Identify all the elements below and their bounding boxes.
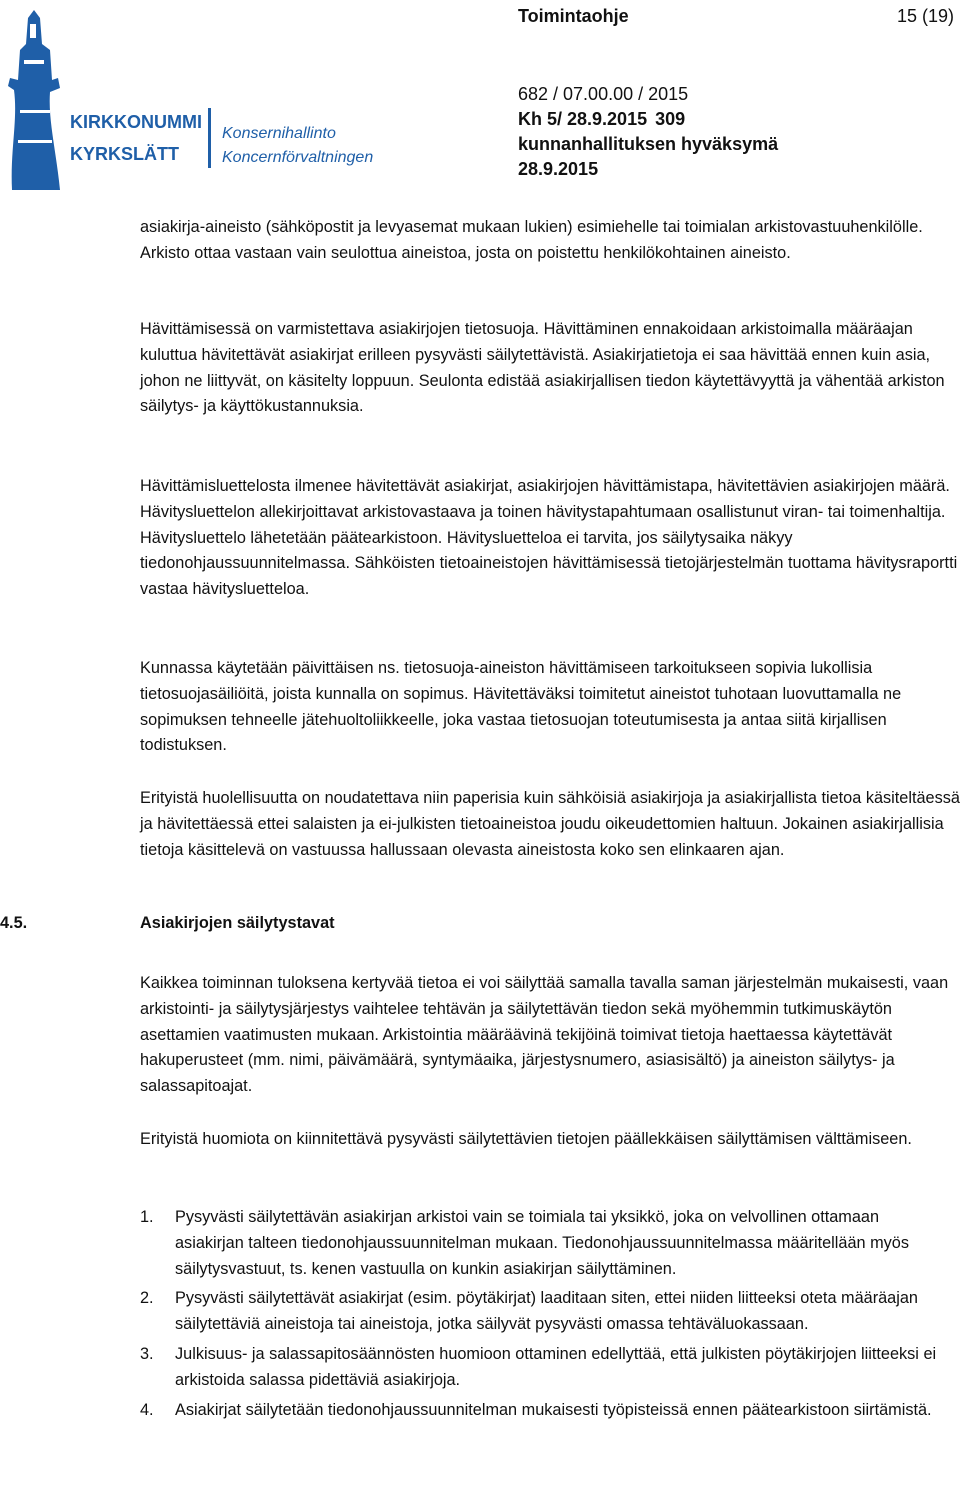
list-text: Asiakirjat säilytetään tiedonohjaussuunnitelman mukaisesti työpisteissä ennen päätearkistoon siirtämistä.	[175, 1400, 932, 1419]
header-title-row	[518, 6, 958, 32]
approval-date: 28.9.2015	[518, 159, 599, 179]
section-title: Asiakirjojen säilytystavat	[140, 914, 335, 932]
list-number: 4.	[140, 1400, 154, 1419]
paragraph: asiakirja-aineisto (sähköpostit ja levyasemat mukaan lukien) esimiehelle tai toimialan arkistovastuuhenkilölle. Arkisto ottaa vastaan vain seulottua aineistoa, josta on poistettu henkilökohtainen aineisto.	[140, 218, 923, 262]
doc-reference: 682 / 07.00.00 / 2015	[518, 84, 689, 104]
list-item	[140, 1398, 940, 1424]
kh-line	[518, 107, 958, 132]
list-number: 2.	[140, 1289, 154, 1308]
logo-sub2: Koncernförvaltningen	[222, 149, 374, 166]
kh-date: Kh 5/ 28.9.2015	[518, 109, 648, 129]
list-item	[140, 1205, 940, 1282]
numbered-list	[140, 1205, 940, 1427]
list-text: Pysyvästi säilytettävät asiakirjat (esim. pöytäkirjat) laaditaan siten, ettei niiden liitteeksi oteta määräajan säilytettäviä aineistoja tai aineistoja, jotka säilyvät pysyvästi omassa tehtäväluokassaan.	[175, 1289, 918, 1334]
paragraph: Erityistä huolellisuutta on noudatettava niin paperisia kuin sähköisiä asiakirjoja ja asiakirjallista tietoa käsiteltäessä ja hävitettäessä ettei salaisten ja ei-julkisten tietoaineistoa joudu oikeudettomien haltuun. Jokainen asiakirjallisia tietoja käsittelevä on vastuussa hallussaan olevasta aineistosta koko sen elinkaaren ajan.	[140, 789, 960, 859]
logo-line2: KYRKSLÄTT	[70, 144, 179, 164]
list-text: Pysyvästi säilytettävän asiakirjan arkistoi vain se toimiala tai yksikkö, joka on velvollinen ottamaan asiakirjan talteen tiedonohjaussuunnitelman mukaan. Tiedonohjaussuunnitelmassa määritellään myös säilytysvastuut, ts. kenen vastuulla on kunkin asiakirjan säilyttäminen.	[175, 1208, 909, 1278]
kh-number: 309	[655, 109, 686, 129]
page-number: 15 (19)	[896, 6, 954, 26]
list-number: 3.	[140, 1344, 154, 1363]
paragraph: Kunnassa käytetään päivittäisen ns. tietosuoja-aineiston hävittämiseen tarkoitukseen sopivia lukollisia tietosuojasäiliöitä, joista kunnalla on sopimus. Hävitettäväksi toimitetut aineistot tuhotaan luovuttamalla ne sopimuksen tehneelle jätehuoltoliikkeelle, joka vastaa tietosuojan toteutumisesta ja antaa siitä kirjallisen todistuksen.	[140, 659, 902, 755]
logo-sub1: Konsernihallinto	[222, 125, 336, 142]
list-text: Julkisuus- ja salassapitosäännösten huomioon ottaminen edellyttää, että julkisten pöytäkirjojen liitteeksi ei arkistoida salassa pidettäviä asiakirjoja.	[175, 1344, 937, 1389]
list-item	[140, 1286, 940, 1338]
logo-divider	[208, 108, 211, 168]
section-number: 4.5.	[0, 914, 28, 932]
logo-line1: KIRKKONUMMI	[70, 112, 202, 132]
doc-type: Toimintaohje	[518, 6, 629, 26]
paragraph: Erityistä huomiota on kiinnitettävä pysyvästi säilytettävien tietojen päällekkäisen säilyttämisen välttämiseen.	[140, 1130, 912, 1148]
list-item	[140, 1342, 940, 1394]
paragraph: Hävittämisessä on varmistettava asiakirjojen tietosuoja. Hävittäminen ennakoidaan arkistoimalla määräajan kuluttua hävitettävät asiakirjat erilleen pysyvästi säilytettävistä. Asiakirjatietoja ei saa hävittää ennen kuin asia, johon ne liittyvät, on käsitelty loppuun. Seulonta edistää asiakirjallisen tiedon käytettävyyttä ja vähentää arkiston säilytys- ja käyttökustannuksia.	[140, 320, 945, 416]
approval-text: kunnanhallituksen hyväksymä	[518, 134, 779, 154]
paragraph: Kaikkea toiminnan tuloksena kertyvää tietoa ei voi säilyttää samalla tavalla saman järjestelmän mukaisesti, vaan arkistointi- ja säilytysjärjestys vaihtelee tehtävän ja säilytettävän tiedon sekä myöhemmin tutkimuskäytön asettamien vaatimusten mukaan. Arkistointia määräävinä tekijöinä toimivat tietoja haettaessa käytettävät hakuperusteet (mm. nimi, päivämäärä, syntymäaika, järjestysnumero, asiasisältö) ja aineiston säilytys- ja salassapitoajat.	[140, 974, 949, 1096]
paragraph: Hävittämisluettelosta ilmenee hävitettävät asiakirjat, asiakirjojen hävittämistapa, hävitettävien asiakirjojen määrä. Hävitysluettelon allekirjoittavat arkistovastaava ja toinen hävitystapahtumaan osallistunut viran- tai toimenhaltija. Hävitysluettelo lähetetään päätearkistoon. Hävitysluetteloa ei tarvita, jos säilytysaika näkyy tiedonohjaussuunnitelmassa. Sähköisten tietoaineistojen hävittämisessä tietojärjestelmän tuottama hävitysraportti vastaa hävitysluetteloa.	[140, 477, 958, 599]
document-header	[518, 6, 958, 182]
list-number: 1.	[140, 1208, 154, 1226]
lighthouse-icon	[8, 10, 60, 190]
kirkkonummi-logo	[0, 0, 400, 195]
